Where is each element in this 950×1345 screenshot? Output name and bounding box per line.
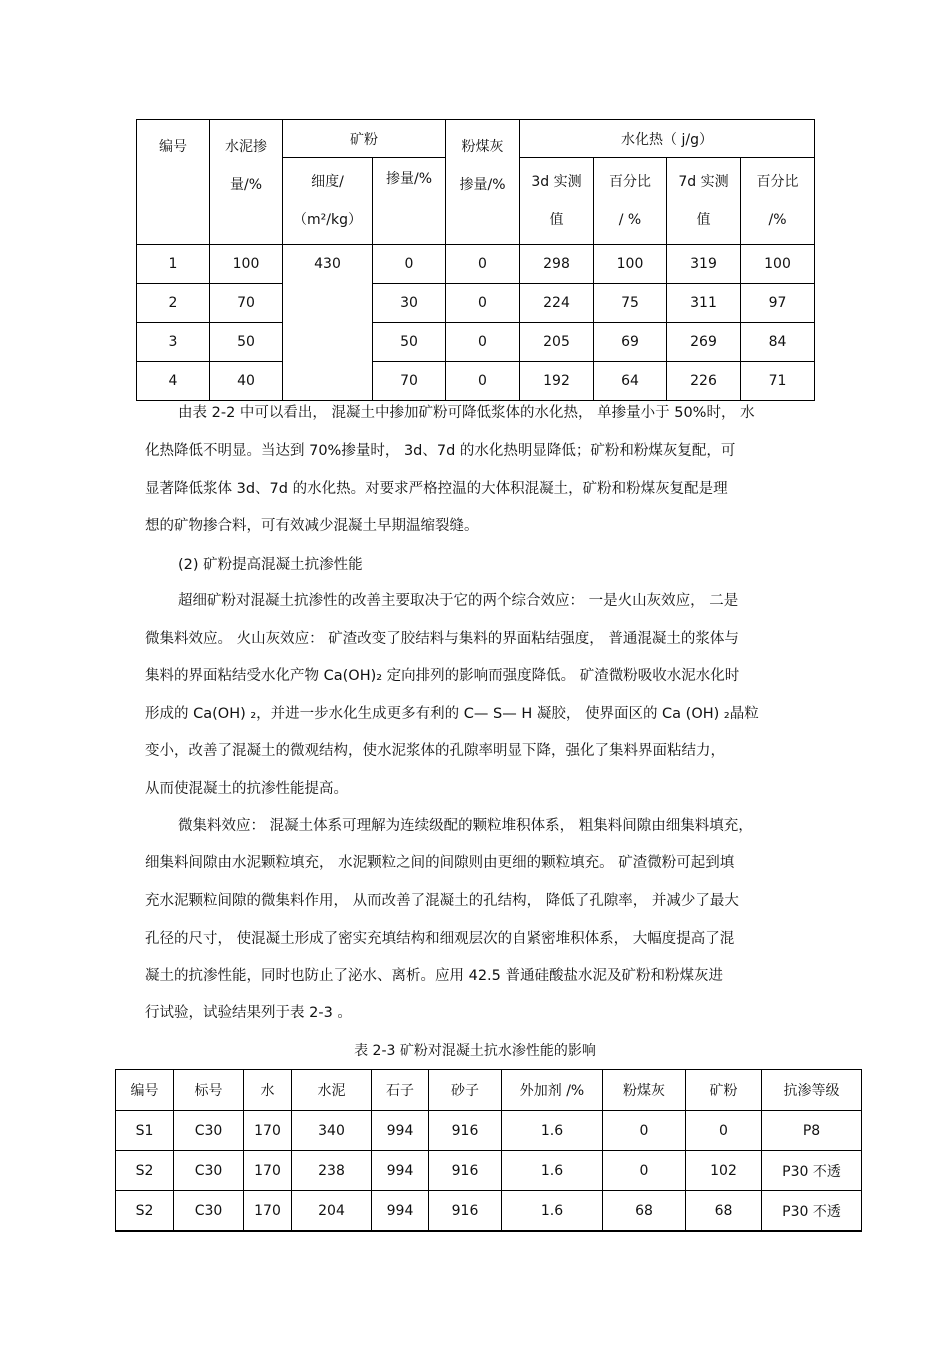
header-cell: 石子	[372, 1070, 429, 1111]
cell: S2	[116, 1151, 174, 1191]
cell: 69	[594, 323, 667, 362]
cell: C30	[174, 1111, 244, 1151]
cell: 0	[446, 323, 520, 362]
cell: 64	[594, 362, 667, 401]
cell: 298	[520, 245, 594, 284]
table-header-row	[116, 1070, 862, 1111]
cell-fineness: 430	[283, 245, 373, 401]
cell: 205	[520, 323, 594, 362]
cell: 192	[520, 362, 594, 401]
header-cell: 抗渗等级	[762, 1070, 862, 1111]
cell: 68	[686, 1191, 762, 1232]
cell: 1.6	[502, 1151, 603, 1191]
paragraph-line: 化热降低不明显。当达到 70%掺量时， 3d、7d 的水化热明显降低；矿粉和粉煤灰复配，可	[145, 443, 736, 459]
table-row	[137, 245, 815, 284]
cell: 75	[594, 284, 667, 323]
header-hydration-heat: 水化热（ j/g）	[520, 120, 815, 158]
cell: 1.6	[502, 1191, 603, 1232]
table-row	[137, 362, 815, 401]
header-cell: 外加剂 /%	[502, 1070, 603, 1111]
cell: 0	[686, 1111, 762, 1151]
cell: 238	[292, 1151, 372, 1191]
cell: 0	[446, 284, 520, 323]
cell: 68	[603, 1191, 686, 1232]
header-slag: 矿粉	[283, 120, 446, 158]
cell: 70	[210, 284, 283, 323]
header-slag-fineness: 细度/ （m²/kg）	[283, 158, 373, 245]
header-id: 编号	[137, 120, 210, 245]
cell: 3	[137, 323, 210, 362]
header-heat-7d: 7d 实测 值	[667, 158, 741, 245]
cell: P8	[762, 1111, 862, 1151]
cell: 170	[244, 1151, 292, 1191]
paragraph-line: 由表 2-2 中可以看出， 混凝土中掺加矿粉可降低浆体的水化热， 单掺量小于 50%时， 水	[178, 405, 755, 421]
paragraph-line: 显著降低浆体 3d、7d 的水化热。对要求严格控温的大体积混凝土，矿粉和粉煤灰复配是理	[145, 481, 728, 497]
table-row	[116, 1111, 862, 1151]
cell: 994	[372, 1151, 429, 1191]
header-cell: 编号	[116, 1070, 174, 1111]
cell: 204	[292, 1191, 372, 1232]
cell: 224	[520, 284, 594, 323]
cell: 2	[137, 284, 210, 323]
cell: 916	[429, 1191, 502, 1232]
cell: 97	[741, 284, 815, 323]
table-2-3	[115, 1069, 862, 1232]
paragraph-line: 行试验，试验结果列于表 2-3 。	[145, 1005, 352, 1021]
cell: 100	[741, 245, 815, 284]
header-cell: 粉煤灰	[603, 1070, 686, 1111]
cell: P30 不透	[762, 1151, 862, 1191]
header-flyash: 粉煤灰 掺量/%	[446, 120, 520, 245]
paragraph-line: 微集料效应。 火山灰效应： 矿渣改变了胶结料与集料的界面粘结强度， 普通混凝土的浆体与	[145, 631, 739, 647]
cell: P30 不透	[762, 1191, 862, 1232]
cell: S1	[116, 1111, 174, 1151]
paragraph-line: 微集料效应： 混凝土体系可理解为连续级配的颗粒堆积体系， 粗集料间隙由细集料填充，	[178, 818, 753, 834]
paragraph-line: 细集料间隙由水泥颗粒填充， 水泥颗粒之间的间隙则由更细的颗粒填充。 矿渣微粉可起到填	[145, 855, 735, 871]
header-cell: 水	[244, 1070, 292, 1111]
table-row	[137, 323, 815, 362]
header-cell: 矿粉	[686, 1070, 762, 1111]
cell: 30	[373, 284, 446, 323]
cell: 1.6	[502, 1111, 603, 1151]
cell: 994	[372, 1191, 429, 1232]
cell: 226	[667, 362, 741, 401]
paragraph-line: 集料的界面粘结受水化产物 Ca(OH)₂ 定向排列的影响而强度降低。 矿渣微粉吸收水泥水化时	[145, 668, 740, 684]
paragraph-line: 充水泥颗粒间隙的微集料作用， 从而改善了混凝土的孔结构， 降低了孔隙率， 并减少了最大	[145, 893, 739, 909]
cell: 40	[210, 362, 283, 401]
paragraph-line: 从而使混凝土的抗渗性能提高。	[145, 781, 348, 797]
cell: 100	[210, 245, 283, 284]
cell: 340	[292, 1111, 372, 1151]
cell: S2	[116, 1191, 174, 1232]
cell: 0	[373, 245, 446, 284]
cell: 50	[210, 323, 283, 362]
cell: 70	[373, 362, 446, 401]
cell: 4	[137, 362, 210, 401]
header-cell: 水泥	[292, 1070, 372, 1111]
cell: 0	[446, 245, 520, 284]
paragraph-line: 超细矿粉对混凝土抗渗性的改善主要取决于它的两个综合效应： 一是火山灰效应， 二是	[178, 593, 739, 609]
header-heat-3d: 3d 实测 值	[520, 158, 594, 245]
section-heading: (2) 矿粉提高混凝土抗渗性能	[178, 557, 363, 573]
cell: 269	[667, 323, 741, 362]
cell: 50	[373, 323, 446, 362]
cell: 0	[603, 1151, 686, 1191]
paragraph-line: 凝土的抗渗性能，同时也防止了泌水、离析。应用 42.5 普通硅酸盐水泥及矿粉和粉煤灰进	[145, 968, 723, 984]
paragraph-line: 想的矿物掺合料，可有效减少混凝土早期温缩裂缝。	[145, 518, 479, 534]
cell: 916	[429, 1151, 502, 1191]
header-slag-dosage: 掺量/%	[373, 158, 446, 245]
header-pct-3d: 百分比 / %	[594, 158, 667, 245]
paragraph-line: 孔径的尺寸， 使混凝土形成了密实充填结构和细观层次的自紧密堆积体系， 大幅度提高了混	[145, 931, 735, 947]
cell: 102	[686, 1151, 762, 1191]
header-cement: 水泥掺 量/%	[210, 120, 283, 245]
cell: 1	[137, 245, 210, 284]
cell: 994	[372, 1111, 429, 1151]
paragraph-line: 变小，改善了混凝土的微观结构，使水泥浆体的孔隙率明显下降，强化了集料界面粘结力，	[145, 743, 725, 759]
cell: 0	[446, 362, 520, 401]
table-caption: 表 2-3 矿粉对混凝土抗水渗性能的影响	[354, 1043, 596, 1059]
cell: 170	[244, 1191, 292, 1232]
table-row	[116, 1151, 862, 1191]
header-cell: 标号	[174, 1070, 244, 1111]
cell: 100	[594, 245, 667, 284]
cell: 319	[667, 245, 741, 284]
cell: 0	[603, 1111, 686, 1151]
cell: 170	[244, 1111, 292, 1151]
cell: 916	[429, 1111, 502, 1151]
cell: 71	[741, 362, 815, 401]
cell: 84	[741, 323, 815, 362]
table-row	[137, 284, 815, 323]
cell: C30	[174, 1151, 244, 1191]
cell: C30	[174, 1191, 244, 1232]
paragraph-line: 形成的 Ca(OH) ₂，并进一步水化生成更多有利的 C— S— H 凝胶， 使界面区的 Ca (OH) ₂晶粒	[145, 706, 759, 722]
header-cell: 砂子	[429, 1070, 502, 1111]
table-row	[116, 1191, 862, 1232]
cell: 311	[667, 284, 741, 323]
header-pct-7d: 百分比 /%	[741, 158, 815, 245]
table-2-2	[136, 119, 815, 401]
